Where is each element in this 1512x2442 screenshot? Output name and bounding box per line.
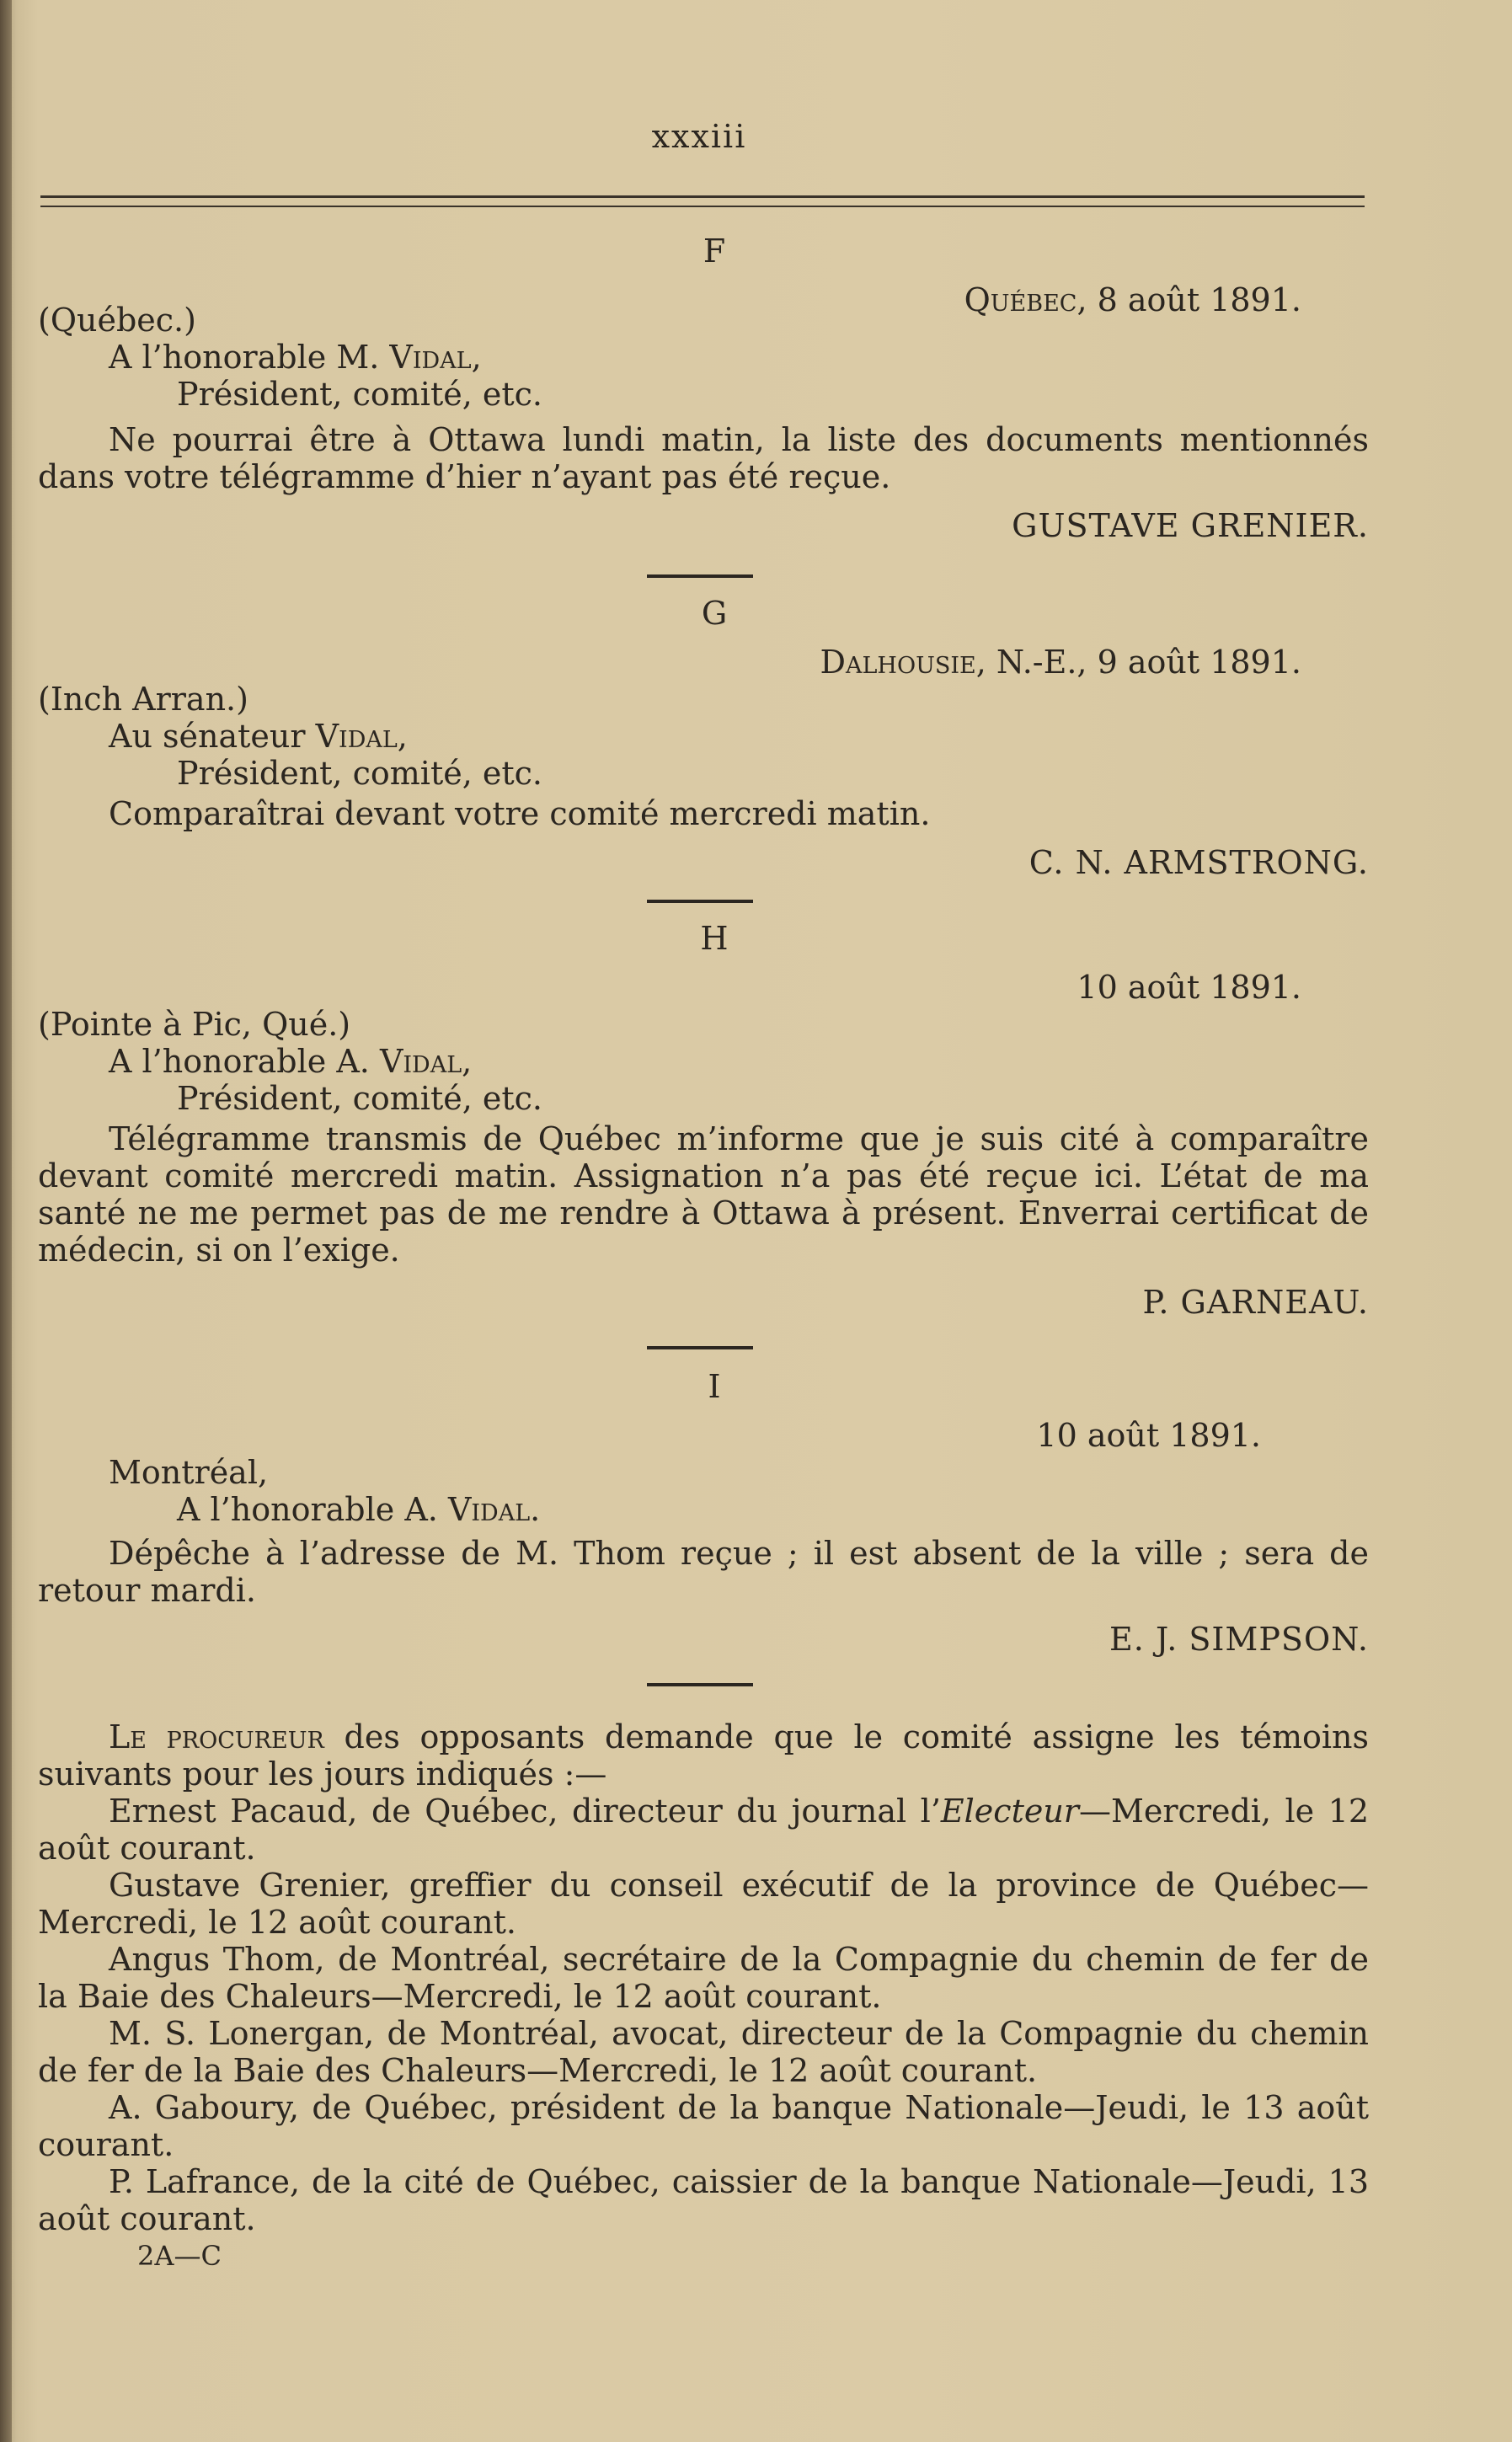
addressee-title: Président, comité, etc. <box>177 376 542 413</box>
addressee <box>38 339 1369 376</box>
signature: E. J. SIMPSON. <box>1109 1621 1369 1658</box>
witness-item: A. Gaboury, de Québec, président de la banque Nationale—Jeudi, le 13 août courant. <box>38 2089 1369 2163</box>
addressee-name: Vidal <box>379 1043 462 1080</box>
addressee-text: A l’honorable M. <box>109 339 390 376</box>
separator-rule <box>647 574 753 578</box>
telegram-body: Ne pourrai être à Ottawa lundi matin, la liste des documents mentionnés dans votre télégramme d’hier n’ayant pas été reçue. <box>38 421 1369 495</box>
place: Québec <box>964 281 1077 318</box>
section-letter: H <box>700 920 729 957</box>
date-rest: , N.-E., 9 août 1891. <box>975 644 1301 681</box>
signature: C. N. ARMSTRONG. <box>1028 844 1369 881</box>
book-spine-shadow <box>0 0 12 2442</box>
origin: Montréal, <box>109 1454 269 1491</box>
page-content <box>38 227 1369 2274</box>
procureur-intro-text: des opposants demande que le comité assigne les témoins suivants pour les jours indiqués :— <box>38 1718 1369 1793</box>
date: 10 août 1891. <box>1077 969 1301 1006</box>
origin: (Québec.) <box>38 302 196 339</box>
separator-rule <box>647 1683 753 1686</box>
section-h <box>38 920 1369 1349</box>
witness-item: Angus Thom, de Montréal, secrétaire de la Compagnie du chemin de fer de la Baie des Chaleurs—Mercredi, le 12 août courant. <box>38 1941 1369 2015</box>
origin: (Inch Arran.) <box>38 681 248 718</box>
place: Dalhousie <box>820 644 976 681</box>
addressee-end: , <box>397 718 408 755</box>
addressee-title: Président, comité, etc. <box>177 755 542 792</box>
section-f <box>38 232 1369 578</box>
addressee-text: A l’honorable A. <box>109 1043 380 1080</box>
header-double-rule <box>40 195 1365 207</box>
separator-rule <box>647 900 753 903</box>
addressee-end: , <box>462 1043 473 1080</box>
addressee-text: Au sénateur <box>109 718 316 755</box>
addressee <box>38 718 1369 755</box>
section-g <box>38 595 1369 903</box>
date: 10 août 1891. <box>1036 1417 1261 1454</box>
addressee-title: Président, comité, etc. <box>177 1080 542 1117</box>
section-letter: G <box>701 595 728 632</box>
page-number: xxxiii <box>651 118 747 155</box>
procureur-lead: Le procureur <box>109 1718 324 1755</box>
addressee-end: , <box>471 339 482 376</box>
addressee <box>38 1043 1369 1080</box>
witness-item <box>38 1793 1369 1867</box>
witness-text: —Mercredi, le 12 août courant. <box>38 1793 1369 1867</box>
date-rest: , 8 août 1891. <box>1077 281 1301 318</box>
signature: P. GARNEAU. <box>1142 1284 1369 1321</box>
addressee <box>38 1491 1369 1528</box>
telegram-body: Télégramme transmis de Québec m’informe que je suis cité à comparaître devant comité mercredi matin. Assignation n’a pas été reçue ici. L’état de ma santé ne me permet pas de me rendre à Ottawa à présent. Enverrai certificat de médecin, si on l’exige. <box>38 1120 1369 1269</box>
witness-item: M. S. Lonergan, de Montréal, avocat, directeur de la Compagnie du chemin de fer de la Baie des Chaleurs—Mercredi, le 12 août courant. <box>38 2015 1369 2089</box>
section-letter: F <box>703 232 726 270</box>
addressee-end: . <box>530 1491 541 1528</box>
procureur-intro <box>38 1718 1369 1793</box>
addressee-name: Vidal <box>389 339 472 376</box>
addressee-name: Vidal <box>447 1491 531 1528</box>
witness-item: Gustave Grenier, greffier du conseil exécutif de la province de Québec—Mercredi, le 12 août courant. <box>38 1867 1369 1941</box>
telegram-body: Comparaîtrai devant votre comité mercredi matin. <box>109 795 931 832</box>
telegram-body: Dépêche à l’adresse de M. Thom reçue ; il est absent de la ville ; sera de retour mardi. <box>38 1535 1369 1609</box>
footer-mark: 2A—C <box>137 2240 222 2272</box>
journal-title: Electeur <box>940 1793 1079 1830</box>
witness-item: P. Lafrance, de la cité de Québec, caissier de la banque Nationale—Jeudi, 13 août courant. <box>38 2163 1369 2237</box>
separator-rule <box>647 1346 753 1349</box>
section-letter: I <box>708 1368 721 1405</box>
place-date <box>38 644 1369 681</box>
signature: GUSTAVE GRENIER. <box>1012 507 1369 544</box>
witness-text: Ernest Pacaud, de Québec, directeur du journal l’ <box>109 1793 941 1830</box>
section-i <box>38 1368 1369 1686</box>
addressee-name: Vidal <box>315 718 398 755</box>
addressee-text: A l’honorable A. <box>177 1491 448 1528</box>
procureur-section <box>38 1718 1369 2274</box>
origin: (Pointe à Pic, Qué.) <box>38 1006 351 1043</box>
